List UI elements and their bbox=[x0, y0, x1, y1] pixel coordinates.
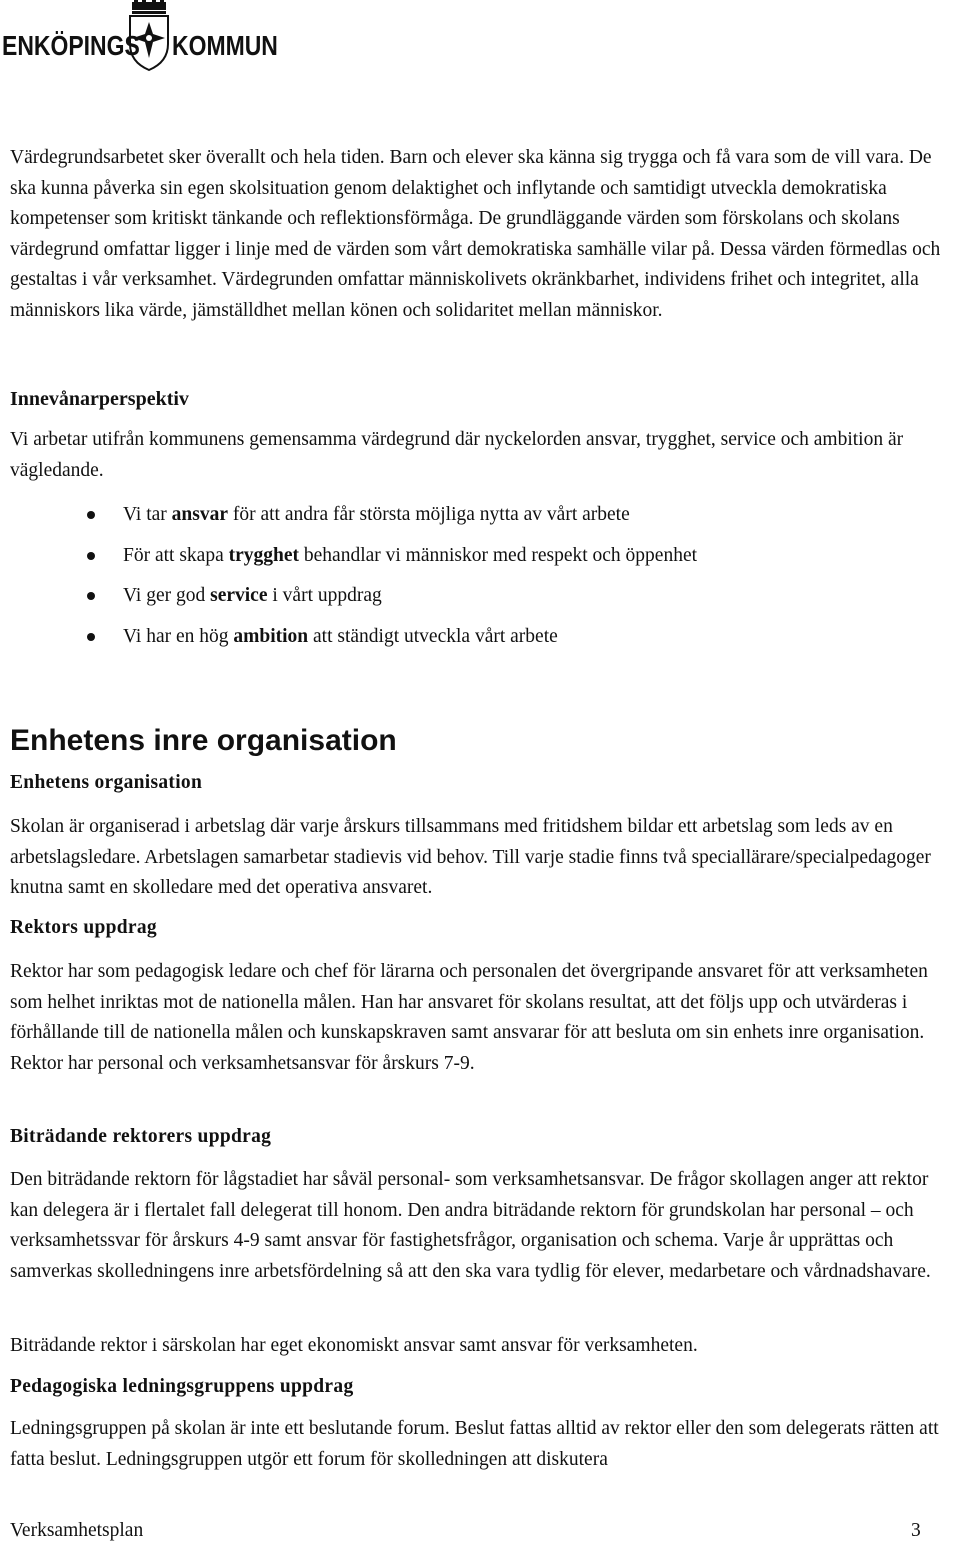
footer-title: Verksamhetsplan bbox=[10, 1520, 144, 1541]
list-item: Vi ger god service i vårt uppdrag bbox=[0, 579, 960, 620]
subheading-ledningsgrupp: Pedagogiska ledningsgruppens uppdrag bbox=[10, 1376, 354, 1397]
bullet-icon bbox=[87, 552, 95, 560]
bullet-icon bbox=[87, 511, 95, 519]
bullet-icon bbox=[87, 633, 95, 641]
keyword: trygghet bbox=[228, 544, 300, 566]
section-heading: Enhetens inre organisation bbox=[10, 724, 397, 757]
subheading-rektor: Rektors uppdrag bbox=[10, 917, 157, 938]
logo-right-word: KOMMUN bbox=[172, 30, 278, 61]
bitradande-paragraph: Den biträdande rektorn för lågstadiet har såväl personal- som verksamhetsansvar. De frågor skollagen anger att rektor kan delegera är i flertalet fall delegerat till honom. Den andra biträdande rektorn för grundskolan har personal – och verksamhetssvar för årskurs 4-9 samt ansvar för fastighetsfrågor, organisation och schema. Varje år upprättas och samverkas skolledningens inre arbetsfördelning så att den ska vara tydlig för elever, medarbetare och vårdnadshavare. bbox=[10, 1169, 931, 1282]
organisation-paragraph: Skolan är organiserad i arbetslag där varje årskurs tillsammans med fritidshem bildar ett arbetslag som leds av en arbetslagsledare. Arbetslagen samarbetar stadievis vid behov. Till varje stadie finns två speciallärare/specialpedagoger knutna samt en skolledare med det operativa ansvaret. bbox=[10, 816, 931, 898]
page-number: 3 bbox=[911, 1520, 921, 1541]
keyword: service bbox=[210, 585, 268, 606]
sarskolan-paragraph: Biträdande rektor i särskolan har eget ekonomiskt ansvar samt ansvar för verksamheten. bbox=[10, 1335, 698, 1356]
municipality-logo bbox=[2, 0, 282, 72]
intro-paragraph: Värdegrundsarbetet sker överallt och hela tiden. Barn och elever ska känna sig trygga och få vara som de vill vara. De ska kunna påverka sin egen skolsituation genom delaktighet och inflytande och samtidigt utveckla demokratiska kompetenser som kritiskt tänkande och reflektionsförmåga. De grundläggande värden som förskolans och skolans värdegrund omfattar ligger i linje med de värden som vårt demokratiska samhälle vilar på. Dessa värden förmedlas och gestaltas i vår verksamhet. Värdegrunden omfattar människolivets okränkbarhet, individens frihet och integritet, alla människors lika värde, jämställdhet mellan könen och solidaritet mellan människor. bbox=[10, 147, 941, 321]
logo-left-word: ENKÖPINGS bbox=[2, 30, 140, 61]
list-item: För att skapa trygghet behandlar vi människor med respekt och öppenhet bbox=[0, 539, 960, 580]
innevanar-heading: Innevånarperspektiv bbox=[10, 388, 189, 410]
bullet-icon bbox=[87, 592, 95, 600]
values-bullet-list bbox=[0, 498, 960, 660]
rektor-paragraph: Rektor har som pedagogisk ledare och chef för lärarna och personalen det övergripande ansvaret för att verksamheten som helhet inriktas mot de nationella målen. Han har ansvaret för skolans resultat, att det följs upp och utvärderas i förhållande till de nationella målen och kunskapskraven samt ansvarar för att besluta om sin enhets inre organisation. Rektor har personal och verksamhetsansvar för årskurs 7-9. bbox=[10, 961, 928, 1074]
keyword: ansvar bbox=[171, 504, 228, 525]
subheading-organisation: Enhetens organisation bbox=[10, 772, 203, 793]
coat-of-arms-icon bbox=[120, 0, 178, 72]
innevanar-paragraph: Vi arbetar utifrån kommunens gemensamma värdegrund där nyckelorden ansvar, trygghet, service och ambition är vägledande. bbox=[10, 429, 904, 481]
ledningsgrupp-paragraph: Ledningsgruppen på skolan är inte ett beslutande forum. Beslut fattas alltid av rektor eller den som delegerats rätten att fatta beslut. Ledningsgruppen utgör ett forum för skolledningen att diskutera bbox=[10, 1418, 939, 1470]
list-item: Vi har en hög ambition att ständigt utveckla vårt arbete bbox=[0, 620, 960, 661]
subheading-bitradande: Biträdande rektorers uppdrag bbox=[10, 1126, 272, 1147]
list-item: Vi tar ansvar för att andra får största möjliga nytta av vårt arbete bbox=[0, 498, 960, 539]
keyword: ambition bbox=[233, 625, 309, 647]
